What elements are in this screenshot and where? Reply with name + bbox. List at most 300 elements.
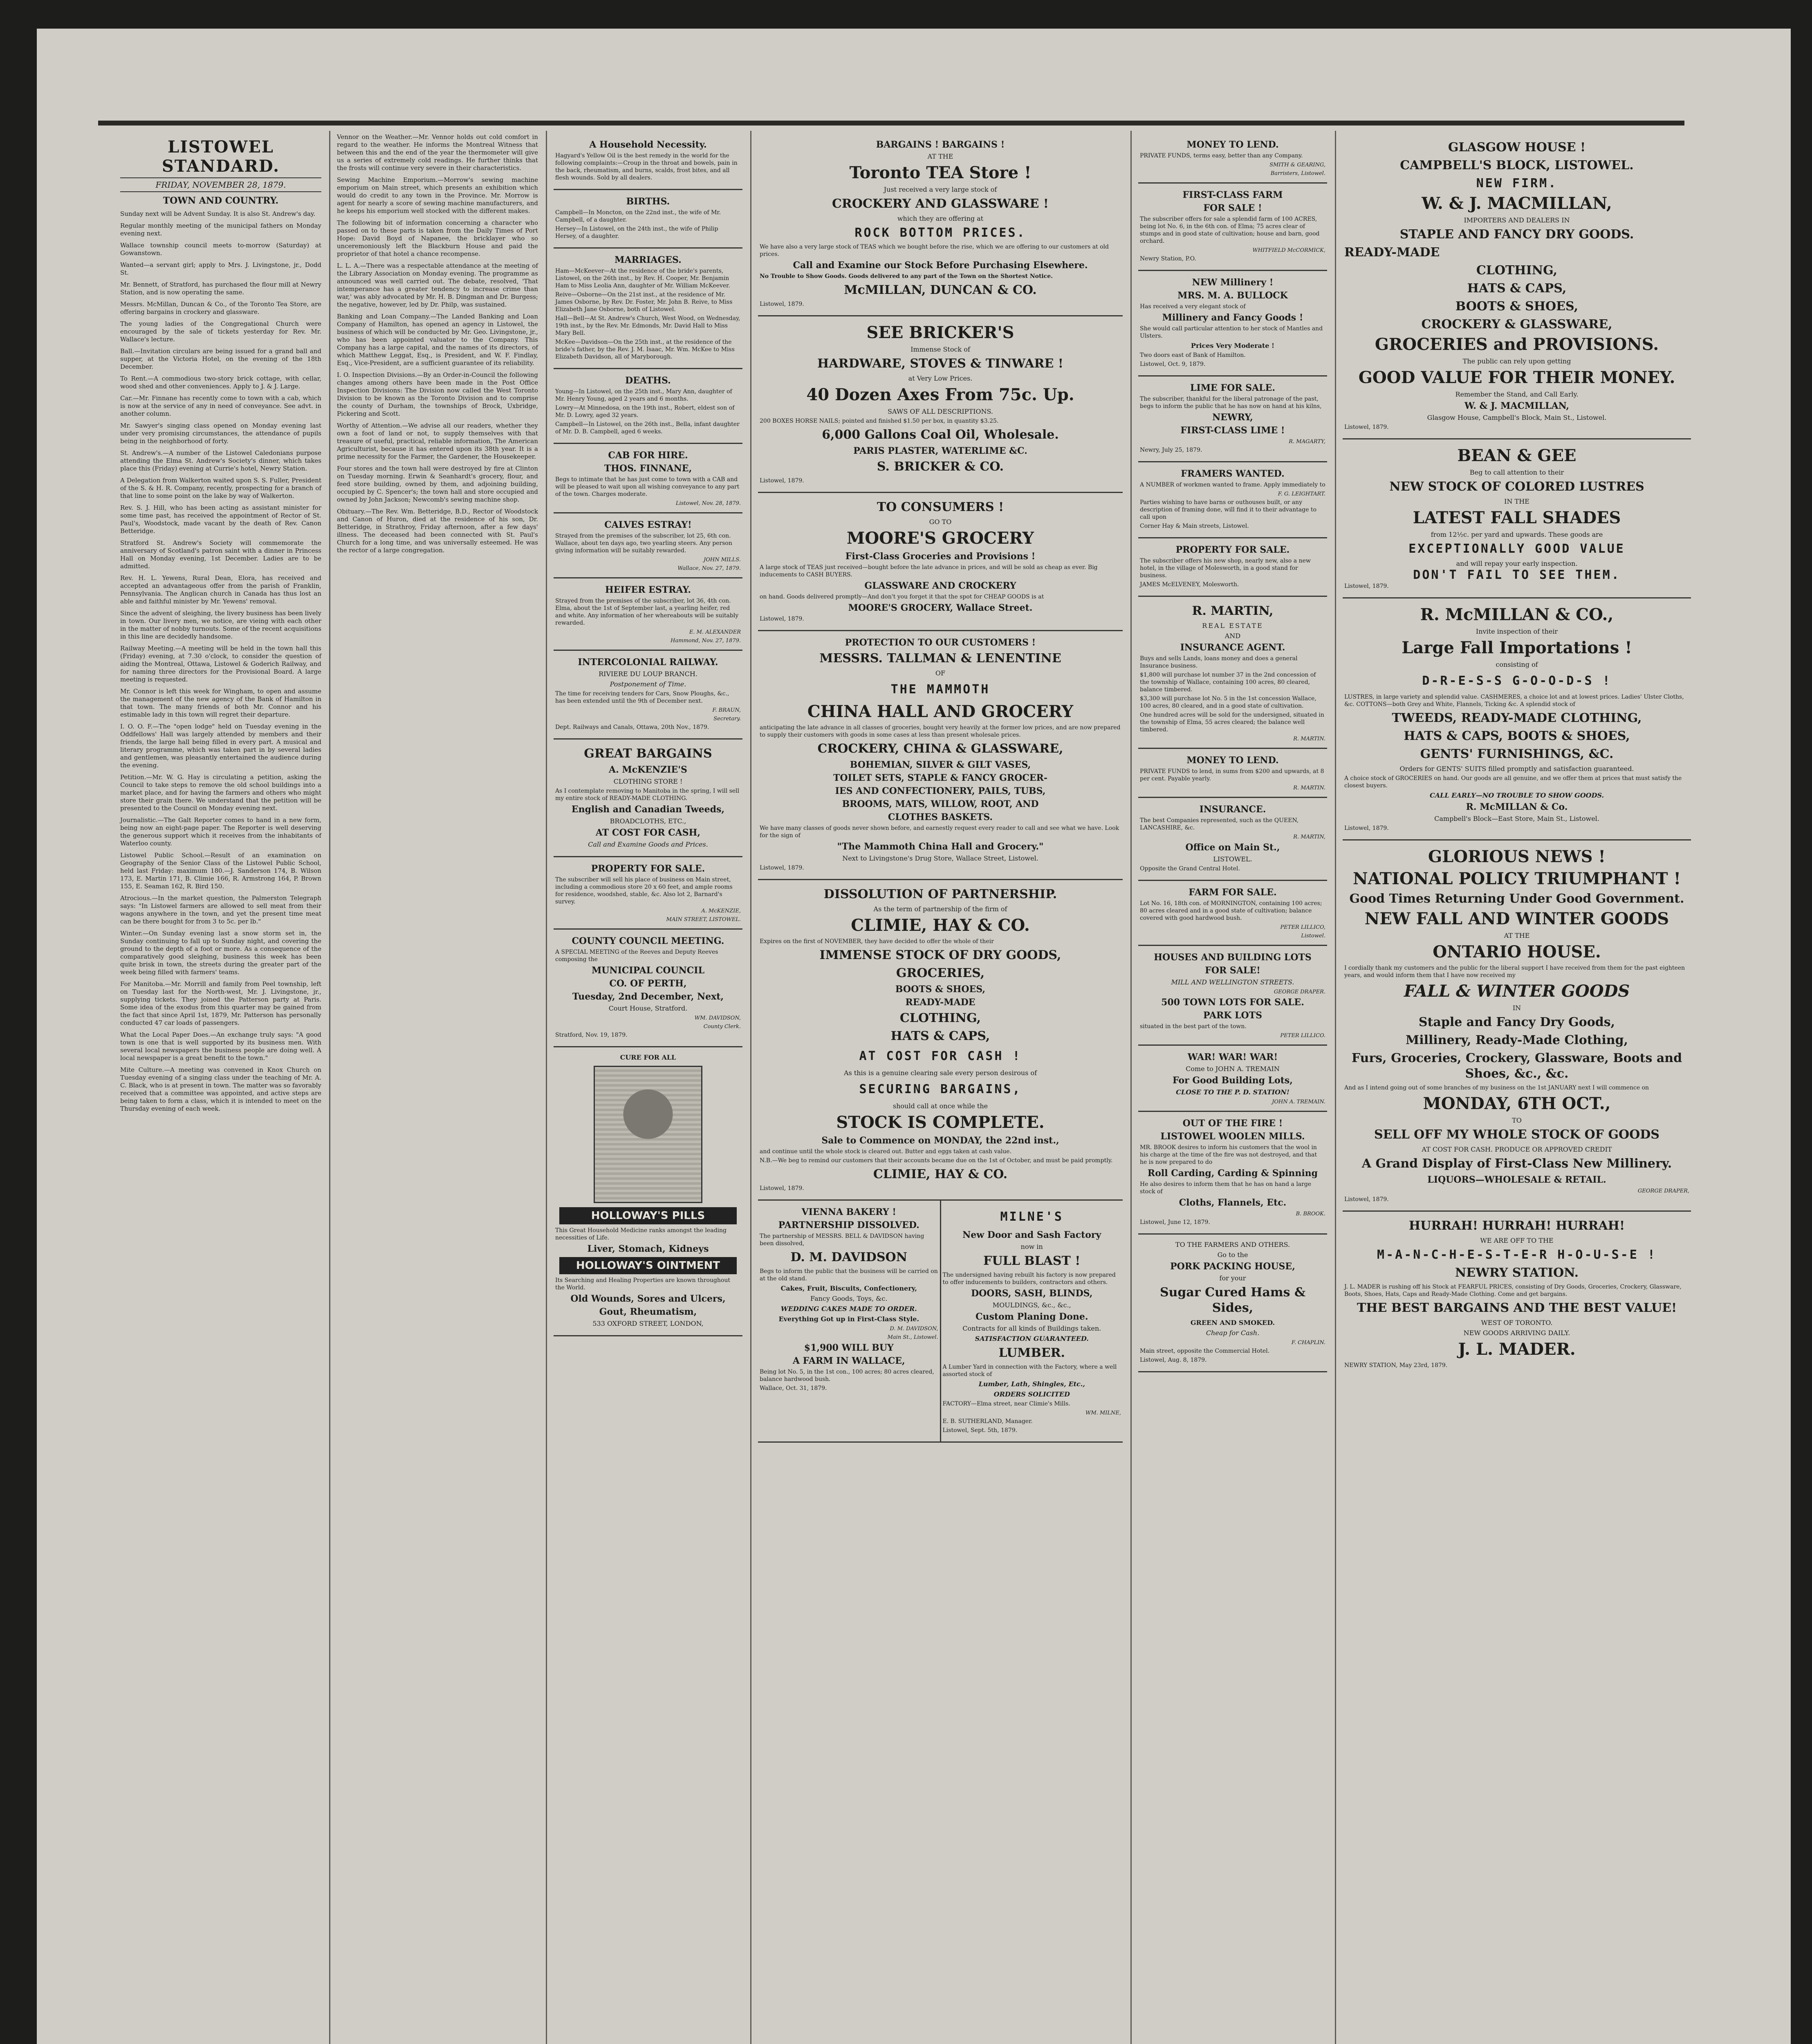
ad-text: PRIVATE FUNDS, terms easy, better than any Company. [1140, 152, 1303, 159]
ad-subtitle: IN THE [1504, 498, 1529, 505]
ad-subtitle: AT THE [1504, 932, 1530, 939]
ad-line: D-R-E-S-S G-O-O-D-S ! [1422, 674, 1612, 688]
ad-title: HOUSES AND BUILDING LOTS [1154, 952, 1312, 963]
ad-text: anticipating the late advance in all classes of groceries, bought very heavily at the former low prices, and are now prepared to supply their customers with goods in some cases at less than present wholesale prices. [760, 724, 1121, 738]
ad-signature: J. L. MADER. [1458, 1340, 1576, 1359]
ad-line: M-A-N-C-H-E-S-T-E-R H-O-U-S-E ! [1377, 1248, 1657, 1262]
ad-line: MOORE'S GROCERY [847, 529, 1034, 548]
ad-text: A large stock of TEAS just received—bought before the late advance in prices, and will be sold as cheap as ever. Big inducements to CASH BUYERS. [760, 564, 1098, 578]
ad-line: FULL BLAST ! [983, 1254, 1081, 1268]
ad-text: Immense Stock of [910, 345, 970, 353]
ad-line: BOHEMIAN, SILVER & GILT VASES, [850, 760, 1031, 770]
ad-text: Two doors east of Bank of Hamilton. [1140, 352, 1246, 359]
ad-signature-role: County Clerk. [703, 1024, 741, 1030]
ad-footer: Listowel, 1879. [1344, 583, 1389, 589]
news-paragraph: Mite Culture.—A meeting was convened in Knox Church on Tuesday evening of a singing class under the teaching of Mr. A. C. Black, who is at present in town. The matter was so favorably received that a committee was appointed, and active steps are being taken to form a class, which it is intended to meet on the Thursday evening of each week. [120, 1066, 321, 1112]
news-paragraph: Mr. Sawyer's singing class opened on Monday evening last under very promising circumstances, the attendance of pupils being in the neighborhood of forty. [120, 422, 321, 445]
ad-subtitle: RIVIERE DU LOUP BRANCH. [599, 670, 697, 678]
ad-signature: A. McKENZIE, [701, 908, 741, 914]
ad-line: CLOSE TO THE P. D. STATION! [1176, 1088, 1289, 1096]
ad-firm: CLIMIE, HAY & CO. [873, 1167, 1008, 1181]
ad-line: A FARM IN WALLACE, [792, 1356, 905, 1366]
news-paragraph: Rev. H. L. Yewens, Rural Dean, Elora, has received and accepted an advantageous offer from the parish of Franklin, Pennsylvania. The Anglican church in Canada has thus lost an able and faithful minister by Mr. Yewens' removal. [120, 574, 321, 605]
ad-signature: F. G. LEIGHTART. [1278, 491, 1325, 497]
moores-grocery-ad [758, 493, 1123, 631]
ad-text: The subscriber offers for sale a splendid farm of 100 ACRES, being lot No. 6, in the 6th con. of Elma; 75 acres clear of stumps and in good state of cultivation; house and barn, good orchard. [1140, 216, 1320, 244]
martin-real-estate-ad [1138, 597, 1327, 749]
listing-text: One hundred acres will be sold for the undersigned, situated in the township of Elma, 55 acres cleared; the balance well timbered. [1140, 712, 1324, 733]
ad-title: TO THE FARMERS AND OTHERS. [1175, 1241, 1290, 1248]
ad-footer: Listowel, Sept. 5th, 1879. [942, 1427, 1018, 1434]
ad-text: Orders for GENTS' SUITS filled promptly and satisfaction guaranteed. [1399, 765, 1634, 773]
news-paragraph: Wanted—a servant girl; apply to Mrs. J. Livingstone, jr., Dodd St. [120, 261, 321, 276]
ad-line: Custom Planing Done. [975, 1311, 1088, 1322]
ad-text: Main street, opposite the Commercial Hotel. [1140, 1348, 1270, 1354]
top-rule [98, 121, 1684, 126]
ad-line: READY-MADE [1344, 245, 1440, 260]
news-paragraph: Messrs. McMillan, Duncan & Co., of the Toronto Tea Store, are offering bargains in crockery and glassware. [120, 300, 321, 316]
ad-subtitle: Go to the [1217, 1251, 1248, 1259]
news-paragraph: Vennor on the Weather.—Mr. Vennor holds out cold comfort in regard to the weather. He informs the Montreal Witness that between this and the end of the year the thermometer will give us a series of extremely cold readings. He further thinks that the frosts will continue very severe in their characteristics. [337, 133, 538, 172]
news-paragraph: Worthy of Attention.—We advise all our readers, whether they own a foot of land or not, to supply themselves with that treasure of useful, practical, reliable information, The American Agriculturist, because it has entered upon its 38th year. It is a prime necessity for the Farmer, the Gardener, the Housekeeper. [337, 422, 538, 460]
ad-footer: Listowel, 1879. [760, 301, 804, 307]
ad-line: $1,900 WILL BUY [804, 1342, 894, 1353]
money-to-lend-ad-2 [1138, 749, 1327, 798]
ad-line: FALL & WINTER GOODS [1404, 982, 1630, 1001]
ad-subtitle: FOR SALE! [1205, 965, 1260, 976]
ad-line: CROCKERY AND GLASSWARE ! [832, 197, 1049, 211]
ad-address: 533 OXFORD STREET, LONDON, [592, 1320, 704, 1327]
ad-line: MUNICIPAL COUNCIL [591, 965, 705, 976]
news-paragraph: Winter.—On Sunday evening last a snow storm set in, the Sunday continuing to fall up to Sunday night, and covering the ground to the depth of a foot or more. As a consequence of the comparatively good sleighing, business this week has been quite brisk in town, the streets during the greater part of the week being filled with farmers' teams. [120, 930, 321, 976]
ad-line: LUMBER. [998, 1346, 1065, 1360]
ad-title: FARM FOR SALE. [1189, 887, 1277, 898]
ad-line: LISTOWEL WOOLEN MILLS. [1160, 1131, 1305, 1142]
news-paragraph: For Manitoba.—Mr. Morrill and family from Peel township, left on Tuesday last for the North-west, Mr. J. Livingstone, jr., supplying tickets. They joined the Patterson party at Paris. Some idea of the exodus from this quarter may be gained from the fact that since April 1st, 1879, Mr. Patterson has personally conducted 47 car loads of passengers. [120, 980, 321, 1026]
toronto-tea-store-ad [758, 133, 1123, 316]
ad-line: 500 TOWN LOTS FOR SALE. [1161, 997, 1304, 1008]
ad-text: on hand. Goods delivered promptly—And don't you forget it that the spot for CHEAP GOODS is at [760, 594, 1044, 600]
column-classifieds [1132, 131, 1333, 2044]
ad-line: GROCERIES, [896, 966, 985, 980]
column-rule [1335, 131, 1336, 2044]
ad-title: DISSOLUTION OF PARTNERSHIP. [823, 887, 1057, 901]
ad-subtitle: PARTNERSHIP DISSOLVED. [778, 1220, 919, 1230]
ad-line: Furs, Groceries, Crockery, Glassware, Boots and Shoes, &c., &c. [1351, 1051, 1682, 1081]
ad-footer: Hammond, Nov. 27, 1879. [671, 638, 741, 644]
ad-firm: S. BRICKER & CO. [877, 459, 1004, 474]
news-paragraph: Mr. Bennett, of Stratford, has purchased the flour mill at Newry Station, and is now operating the same. [120, 281, 321, 296]
ad-line: GLASSWARE AND CROCKERY [864, 580, 1016, 591]
news-paragraph: Banking and Loan Company.—The Landed Banking and Loan Company of Hamilton, has opened an agency in Listowel, the business of which will be conducted by Mr. Geo. Livingstone, jr., who has been appointed valuator to the Company. This Company has a large capital, and the names of its directors, of which Matthew Leggat, Esq., is President, and W. F. Findlay, Esq., Vice-President, are a sufficient guarantee of its reliability. [337, 313, 538, 367]
ad-firm: CLIMIE, HAY & CO. [851, 916, 1030, 935]
ad-line: MOULDINGS, &c., &c., [992, 1301, 1071, 1309]
ad-text: and continue until the whole stock is cleared out. Butter and eggs taken at cash value. [760, 1148, 1012, 1155]
death-entry: Lowry—At Minnedosa, on the 19th inst., Robert, eldest son of Mr. D. Lowry, aged 32 years. [555, 405, 735, 419]
ad-text: at Very Low Prices. [908, 374, 973, 382]
ad-line: FIRST-CLASS LIME ! [1180, 425, 1285, 436]
news-paragraph: Mr. Connor is left this week for Wingham, to open and assume the management of the new agency of the Bank of Hamilton in that town. The many friends of both Mr. Connor and his estimable lady in this town will regret their departure. [120, 688, 321, 718]
ad-footer: Listowel, 1879. [760, 616, 804, 622]
ad-text: The best Companies represented, such as the QUEEN, LANCASHIRE, &c. [1140, 817, 1299, 831]
ad-text: SAWS OF ALL DESCRIPTIONS. [888, 408, 993, 415]
ad-line: THE MAMMOTH [890, 682, 990, 697]
column-dry-goods-ads [1337, 131, 1697, 2044]
ad-line: IES AND CONFECTIONERY, PAILS, TUBS, [835, 786, 1046, 796]
ad-signature: F. BRAUN, [712, 707, 741, 713]
births-section [554, 190, 742, 249]
ad-text: Parties wishing to have barns or outhouses built, or any description of framing done, will find it to their advantage to call upon [1140, 499, 1317, 520]
ad-text: We have many classes of goods never shown before, and earnestly request every reader to call and see what we have. Look for the sign of [760, 825, 1119, 839]
birth-entry: Hersey—In Listowel, on the 24th inst., the wife of Philip Hersey, of a daughter. [555, 226, 718, 240]
ad-text: Lot No. 16, 18th con. of MORNINGTON, containing 100 acres; 80 acres cleared and in a good state of cultivation; balance covered with good hardwood bush. [1140, 900, 1322, 921]
ad-signature: R. MARTIN. [1293, 785, 1325, 791]
ad-address: Main St., Listowel. [887, 1334, 938, 1340]
ad-footer: Listowel, 1879. [1344, 1196, 1389, 1203]
ad-signature: JOHN A. TREMAIN. [1272, 1099, 1325, 1105]
county-council-ad [554, 930, 742, 1047]
ad-signature: R. MAGARTY, [1289, 439, 1325, 445]
ad-text: situated in the best part of the town. [1140, 1023, 1247, 1030]
ad-title: Toronto TEA Store ! [849, 163, 1032, 182]
ad-line: Roll Carding, Carding & Spinning [1147, 1168, 1318, 1179]
ad-title: GLORIOUS NEWS ! [1428, 847, 1606, 866]
ad-footer: Listowel, 1879. [760, 477, 804, 484]
ad-signature: GEORGE DRAPER, [1637, 1188, 1689, 1194]
milne-sash-factory-ad [941, 1201, 1123, 1443]
ad-text: Just received a very large stock of [884, 186, 997, 193]
ad-signature: WM. DAVIDSON, [694, 1015, 741, 1021]
ad-title: HURRAH! HURRAH! HURRAH! [1408, 1219, 1625, 1233]
ad-text: AT COST FOR CASH. PRODUCE OR APPROVED CREDIT [1422, 1145, 1612, 1153]
lime-for-sale-ad [1138, 377, 1327, 462]
mcmillan-importations-ad [1343, 598, 1691, 840]
ad-line: SATISFACTION GUARANTEED. [975, 1335, 1089, 1342]
ad-footer: Listowel, 1879. [760, 1185, 804, 1192]
ad-text: We have also a very large stock of TEAS which we bought before the rise, which we are offering to our customers at old prices. [760, 244, 1109, 258]
news-paragraph: Stratford St. Andrew's Society will commemorate the anniversary of Scotland's patron saint with a dinner in Princess Hall on Monday evening, 1st December. Ladies are to be admitted. [120, 539, 321, 570]
ad-title: MONEY TO LEND. [1186, 139, 1279, 150]
ad-line: NEW FALL AND WINTER GOODS [1364, 909, 1669, 928]
column-local-news [331, 131, 544, 2044]
ad-text: Has received a very elegant stock of [1140, 303, 1246, 310]
ad-title: PROPERTY FOR SALE. [591, 863, 705, 874]
ad-line: CLOTHING, [1476, 263, 1558, 278]
ad-text: He also desires to inform them that he has on hand a large stock of [1140, 1181, 1312, 1195]
ad-signature: GEORGE DRAPER. [1274, 989, 1325, 995]
ad-footer: Listowel, 1879. [760, 865, 804, 871]
ad-line: REAL ESTATE [1202, 622, 1263, 630]
ad-firm: W. & J. MACMILLAN, [1422, 194, 1612, 213]
glasgow-house-ad [1343, 133, 1691, 439]
ad-firm: W. & J. MACMILLAN, [1464, 401, 1570, 411]
ad-line: Call and Examine our Stock Before Purchasing Elsewhere. [793, 260, 1088, 271]
ad-line: ROCK BOTTOM PRICES. [854, 226, 1026, 240]
ad-text: Opposite the Grand Central Hotel. [1140, 865, 1240, 872]
news-paragraph: Petition.—Mr. W. G. Hay is circulating a petition, asking the Council to take steps to remove the old school buildings into a market place, and for having the farmers and others who might store their grain there. We understand that the petition will be presented to the Council on Monday evening next. [120, 773, 321, 812]
news-paragraph: Four stores and the town hall were destroyed by fire at Clinton on Tuesday morning. Erwin & Seanhardt's grocery, flour, and feed store building, owned by them, and adjoining building, occupied by C. Spencer's; the town hall and store occupied and owned by John Jackson; Newcomb's sewing machine shop. [337, 465, 538, 503]
hygeia-figure-image [594, 1066, 702, 1203]
ad-line: "The Mammoth China Hall and Grocery." [837, 841, 1044, 852]
ad-line: BROADCLOTHS, ETC., [610, 817, 686, 825]
ad-text: As the term of partnership of the firm of [873, 905, 1007, 913]
ad-text: should call at once while the [893, 1102, 988, 1110]
ad-subtitle: OF [935, 669, 946, 677]
ad-text: Buys and sells Lands, loans money and does a general Insurance business. [1140, 655, 1298, 669]
ad-footer: Listowel, Nov. 28, 1879. [675, 500, 741, 507]
ad-text: WE ARE OFF TO THE [1480, 1237, 1554, 1244]
ad-text: N.B.—We beg to remind our customers that their accounts became due on the 1st of October, and must be paid promptly. [760, 1157, 1113, 1164]
ad-line: NEWRY, [1212, 412, 1253, 423]
notice-title: A Household Necessity. [589, 139, 707, 150]
ad-text: This Great Household Medicine ranks amongst the leading necessities of Life. [555, 1227, 727, 1241]
ad-signature: R. MARTIN. [1293, 736, 1325, 742]
ad-name: D. M. DAVIDSON [790, 1250, 908, 1264]
ad-line: ORDERS SOLICITED [993, 1390, 1070, 1398]
ad-line: English and Canadian Tweeds, [571, 804, 725, 815]
ad-signature-role: E. B. SUTHERLAND, Manager. [942, 1418, 1033, 1425]
news-paragraph: Atrocious.—In the market question, the Palmerston Telegraph says: "In Listowel farmers are allowed to sell meat from their wagons anywhere in the town, and yet the present time meat can be there bought for from 3 to 5c. per lb." [120, 894, 321, 925]
ad-signature: JAMES McELVENEY, Molesworth. [1140, 581, 1239, 588]
news-paragraph: St. Andrew's.—A number of the Listowel Caledonians purpose attending the Elma St. Andrew's Society's dinner, which takes place this (Friday) evening at Currie's hotel, Newry Station. [120, 449, 321, 472]
ad-firm: MESSRS. TALLMAN & LENENTINE [819, 651, 1061, 666]
ad-line: HATS & CAPS, BOOTS & SHOES, [1404, 729, 1630, 743]
ad-title: PROPERTY FOR SALE. [1175, 545, 1290, 555]
ad-text: MR. BROOK desires to inform his customers that the wool in his charge at the time of the fire was not destroyed, and that he is now prepared to do [1140, 1144, 1317, 1165]
ad-line: Cakes, Fruit, Biscuits, Confectionery, [780, 1284, 917, 1292]
climie-hay-dissolution-ad [758, 880, 1123, 1201]
news-paragraph: Sewing Machine Emporium.—Morrow's sewing machine emporium on Main street, which presents an exhibition which would do credit to any town in the Province. Mr. Morrow is agent for nearly a score of sewing machine manufacturers, and he keeps his emporium well stocked with the different makes. [337, 176, 538, 215]
bean-and-gee-ad [1343, 439, 1691, 598]
ad-text: The undersigned having rebuilt his factory is now prepared to offer inducements to builders, contractors and others. [942, 1272, 1116, 1286]
ad-caption: CURE FOR ALL [620, 1053, 676, 1061]
ad-footer: Listowel, Aug. 8, 1879. [1140, 1357, 1207, 1363]
ad-line: Sale to Commence on MONDAY, the 22nd inst., [821, 1135, 1059, 1146]
ad-text: Next to Livingstone's Drug Store, Wallace Street, Listowel. [842, 854, 1038, 862]
ad-line: CALL EARLY—NO TROUBLE TO SHOW GOODS. [1429, 791, 1604, 799]
houses-and-lots-ad [1138, 946, 1327, 1046]
ad-line: HARDWARE, STOVES & TINWARE ! [817, 356, 1063, 371]
ad-line: CROCKERY & GLASSWARE, [1421, 317, 1612, 332]
ad-line: MONDAY, 6TH OCT., [1423, 1094, 1611, 1113]
ad-text: from 12½c. per yard and upwards. These goods are [1431, 531, 1603, 538]
ad-subtitle: now in [1020, 1243, 1043, 1251]
ad-subtitle: AT THE [927, 152, 953, 160]
ad-signature: PETER LILLICO. [1280, 1033, 1325, 1039]
ad-line: MOORE'S GROCERY, Wallace Street. [848, 603, 1033, 613]
ad-line: Large Fall Importations ! [1402, 638, 1632, 657]
ad-text: PRIVATE FUNDS to lend, in sums from $200 and upwards, at 8 per cent. Payable yearly. [1140, 768, 1324, 782]
ad-text: The public can rely upon getting [1462, 357, 1571, 365]
ad-footer: Dept. Railways and Canals, Ottawa, 20th Nov., 1879. [555, 724, 709, 731]
ad-line: Call and Examine Goods and Prices. [588, 840, 708, 848]
ad-firm: R. McMILLAN & Co. [1466, 802, 1568, 812]
news-paragraph: I. O. Inspection Divisions.—By an Order-in-Council the following changes among others have been made in the Post Office Inspection Divisions: The Division now called the West Toronto Division to be known as the Toronto Division and to comprise the county of Durham, the townships of Brock, Uxbridge, Pickering and Scott. [337, 371, 538, 417]
mckenzie-property-ad [554, 857, 742, 930]
marriage-entry: Reive—Osborne—On the 21st inst., at the residence of Mr. James Osborne, by Rev. Dr. Foster, Mr. John B. Reive, to Miss Elizabeth Jane Osborne, both of Listowel. [555, 291, 733, 313]
ad-footer: Wallace, Nov. 27, 1879. [677, 565, 741, 572]
ad-line: BOOTS & SHOES, [1455, 299, 1579, 314]
ad-title: INSURANCE. [1199, 804, 1266, 815]
newspaper-page [37, 29, 1791, 2044]
farm-for-sale-ad-2 [1138, 881, 1327, 946]
ad-text: A choice stock of GROCERIES on hand. Our goods are all genuine, and we offer them at prices that must satisfy the closest buyers. [1344, 775, 1682, 789]
news-paragraph: The young ladies of the Congregational Church were encouraged by the sale of tickets yesterday for Rev. Mr. Wallace's lecture. [120, 320, 321, 343]
births-title: BIRTHS. [626, 196, 670, 207]
ad-title: FIRST-CLASS FARM [1182, 190, 1283, 200]
ad-line: SECURING BARGAINS, [859, 1082, 1022, 1096]
ad-line: LIQUORS—WHOLESALE & RETAIL. [1427, 1174, 1606, 1185]
ad-title: FRAMERS WANTED. [1181, 468, 1285, 479]
ad-line: NEWRY STATION. [1455, 1266, 1579, 1280]
ad-signature: E. M. ALEXANDER [689, 629, 741, 635]
ad-footer: Newry Station, P.O. [1140, 256, 1196, 262]
ad-signature: B. BROOK. [1296, 1211, 1325, 1217]
millinery-ad [1138, 271, 1327, 377]
ad-line: First-Class Groceries and Provisions ! [845, 551, 1036, 562]
ad-line: READY-MADE [905, 997, 976, 1008]
news-paragraph: A Delegation from Walkerton waited upon S. S. Fuller, President of the S. & H. R. Company, recently, prospecting for a branch of that line to some point on the lake by way of Walkerton. [120, 477, 321, 500]
bottom-ads-row [758, 1201, 1123, 1443]
ad-subtitle: CAMPBELL'S BLOCK, LISTOWEL. [1400, 158, 1634, 173]
ad-line: Sugar Cured Hams & Sides, [1159, 1285, 1306, 1315]
news-paragraph: To Rent.—A commodious two-story brick cottage, with cellar, wood shed and other conveniences. Apply to J. & J. Large. [120, 375, 321, 390]
ad-text: Cheap for Cash. [1206, 1329, 1260, 1337]
ad-line: A Grand Display of First-Class New Millinery. [1361, 1156, 1672, 1171]
ad-text: A SPECIAL MEETING of the Reeves and Deputy Reeves composing the [555, 949, 718, 963]
ad-text: She would call particular attention to her stock of Mantles and Ulsters. [1140, 325, 1323, 339]
woolen-mills-ad [1138, 1112, 1327, 1235]
ad-text: Beg to call attention to their [1469, 468, 1564, 476]
ad-subtitle: FOR SALE ! [1203, 203, 1262, 213]
ad-line: Lumber, Lath, Shingles, Etc., [978, 1380, 1085, 1388]
news-paragraph: Rev. S. J. Hill, who has been acting as assistant minister for some time past, has received the appointment of Rector of St. Paul's, Woodstock, made vacant by the death of Rev. Canon Betteridge. [120, 504, 321, 535]
ad-signature-role: Secretary. [713, 716, 741, 722]
vienna-bakery-ad [758, 1201, 941, 1443]
ad-text: Expires on the first of NOVEMBER, they have decided to offer the whole of their [760, 938, 994, 945]
ad-footer: Corner Hay & Main streets, Listowel. [1140, 523, 1249, 529]
ad-text: Being lot No. 5, in the 1st con., 100 acres; 80 acres cleared, balance hardwood bush. [760, 1369, 934, 1383]
ad-text: The subscriber, thankful for the liberal patronage of the past, begs to inform the public that he has now on hand at his kilns, [1140, 396, 1322, 410]
ad-subtitle: Postponement of Time. [610, 680, 686, 688]
ad-title: HOLLOWAY'S PILLS [559, 1207, 737, 1224]
ad-line: CHINA HALL AND GROCERY [807, 702, 1074, 721]
marriage-entry: Hall—Bell—At St. Andrew's Church, West Wood, on Wednesday, 19th inst., by the Rev. Mr. Edmonds, Mr. David Hall to Miss Mary Bell. [555, 315, 740, 336]
ad-line: GOOD VALUE FOR THEIR MONEY. [1358, 368, 1675, 387]
marriages-section [554, 249, 742, 369]
ontario-house-ad [1343, 840, 1691, 1212]
marriages-title: MARRIAGES. [614, 255, 682, 265]
death-entry: Young—In Listowel, on the 25th inst., Mary Ann, daughter of Mr. Henry Young, aged 2 years and 6 months. [555, 388, 732, 402]
ad-text: which they are offering at [897, 215, 984, 222]
death-entry: Campbell—In Listowel, on the 26th inst., Bella, infant daughter of Mr. D. B. Campbell, aged 6 weeks. [555, 421, 740, 435]
ad-line: Staple and Fancy Dry Goods, [1418, 1015, 1615, 1029]
ad-text: The partnership of MESSRS. BELL & DAVIDSON having been dissolved, [760, 1233, 924, 1247]
ad-text: Strayed from the premises of the subscriber, lot 25, 6th con. Wallace, about ten days ago, two yearling steers. Any person giving information will be suitably rewarded. [555, 533, 732, 554]
ad-title: BEAN & GEE [1457, 446, 1577, 465]
ad-text: Come to JOHN A. TREMAIN [1186, 1065, 1280, 1073]
ad-subtitle: TO [1512, 1116, 1522, 1124]
news-paragraph: What the Local Paper Does.—An exchange truly says: "A good town is one that is well supported by its business men. With several local newspapers the business people are doing well. A local newspaper is a great benefit to the town." [120, 1031, 321, 1062]
ad-text: As this is a genuine clearing sale every person desirous of [843, 1069, 1037, 1077]
holloway-ad [554, 1047, 742, 1336]
ad-title: GREAT BARGAINS [584, 746, 712, 761]
ad-line: Contracts for all kinds of Buildings taken. [962, 1325, 1101, 1332]
ad-text: Begs to inform the public that the business will be carried on at the old stand. [760, 1268, 938, 1282]
news-paragraph: Regular monthly meeting of the municipal fathers on Monday evening next. [120, 222, 321, 237]
news-paragraph: Listowel Public School.—Result of an examination on Geography of the Senior Class of the Listowel Public School, held last Friday: maximum 180.—J. Sanderson 174, B. Wilson 173, E. Martin 171, B. Climie 166, R. Armstrong 164, P. Brown 155, E. Seaman 162, R. Bird 150. [120, 852, 321, 890]
deaths-title: DEATHS. [625, 375, 671, 386]
ad-line: GROCERIES and PROVISIONS. [1375, 335, 1659, 354]
ad-line: GREEN AND SMOKED. [1190, 1319, 1275, 1327]
ad-line: MILL AND WELLINGTON STREETS. [1171, 978, 1294, 986]
ad-signature: R. MARTIN, [1293, 834, 1325, 840]
ad-text: No Trouble to Show Goods. Goods delivered to any part of the Town on the Shortest Notice. [760, 273, 1053, 280]
ad-line: Office on Main St., [1185, 842, 1280, 853]
ad-line: GENTS' FURNISHINGS, &C. [1420, 747, 1614, 761]
news-paragraph: I. O. O. F.—The "open lodge" held on Tuesday evening in the Oddfellows' Hall was largely attended by members and their friends, the large hall being filled in every part. A musical and literary programme, which was taken part in by several ladies and gentlemen, was pleasantly entertained the audience during the evening. [120, 723, 321, 769]
ad-title: MONEY TO LEND. [1186, 755, 1279, 766]
ad-text: Strayed from the premises of the subscriber, lot 36, 4th con. Elma, about the 1st of September last, a yearling heifer, red and white. Any information of her whereabouts will be suitably rewarded. [555, 598, 739, 626]
deaths-section [554, 369, 742, 444]
ad-title: GLASGOW HOUSE ! [1448, 140, 1586, 155]
ad-subtitle: GO TO [929, 518, 952, 526]
ad-name: R. MARTIN, [1192, 604, 1274, 618]
ad-text: As I contemplate removing to Manitoba in the spring, I will sell my entire stock of READY-MADE CLOTHING. [555, 788, 740, 802]
news-paragraph: Railway Meeting.—A meeting will be held in the town hall this (Friday) evening, at 7.30 o'clock, to consider the question of aiding the Montreal, Ottawa, Listowel & Goderich Railway, and for naming three directors for the Provisional Board. A large meeting is requested. [120, 645, 321, 683]
ad-line: AT COST FOR CASH, [595, 827, 701, 838]
ad-text: Invite inspection of their [1476, 628, 1558, 635]
listing-text: $3,300 will purchase lot No. 5 in the 1st concession Wallace, 100 acres, 80 cleared, and in a good state of cultivation. [1140, 695, 1316, 709]
column-rule [546, 131, 547, 2044]
news-items [337, 133, 538, 554]
ad-text: A Lumber Yard in connection with the Factory, where a well assorted stock of [942, 1364, 1117, 1378]
ad-subtitle: consisting of [1496, 661, 1538, 668]
manchester-house-ad [1343, 1212, 1691, 1376]
ad-footer: Wallace, Oct. 31, 1879. [760, 1385, 827, 1392]
ad-text: I cordially thank my customers and the public for the liberal support I have received from them for the past eighteen years, and would inform them that I have now received my [1344, 965, 1685, 979]
column-rule [750, 131, 751, 2044]
ad-line: TWEEDS, READY-MADE CLOTHING, [1392, 711, 1642, 725]
column-notices [548, 131, 748, 2044]
news-paragraph: Ball.—Invitation circulars are being issued for a grand ball and supper, at the Victoria Hotel, on the evening of the 18th December. [120, 347, 321, 370]
ad-signature: F. CHAPLIN. [1291, 1340, 1325, 1346]
ad-line: NEW STOCK OF COLORED LUSTRES [1389, 480, 1644, 494]
ad-line: WEDDING CAKES MADE TO ORDER. [780, 1305, 917, 1313]
dateline: FRIDAY, NOVEMBER 28, 1879. [120, 177, 321, 192]
bricker-hardware-ad [758, 316, 1123, 493]
ad-text: And as I intend going out of some branches of my business on the 1st JANUARY next I will commence on [1344, 1085, 1649, 1091]
ad-footer: Newry, July 25, 1879. [1140, 447, 1202, 453]
ad-line: HATS & CAPS, [890, 1029, 990, 1043]
ad-line: NEW FIRM. [1476, 176, 1558, 191]
mammoth-china-hall-ad [758, 631, 1123, 880]
ad-line: New Door and Sash Factory [962, 1230, 1101, 1240]
ad-line: HATS & CAPS, [1467, 281, 1567, 296]
ad-signature: WHITFIELD McCORMICK, [1252, 247, 1325, 253]
ad-name: THOS. FINNANE, [604, 463, 692, 474]
ad-line: AT COST FOR CASH ! [859, 1049, 1022, 1063]
ad-signature: WM. MILNE, [1085, 1410, 1121, 1416]
ad-footer: Listowel, June 12, 1879. [1140, 1219, 1210, 1226]
property-for-sale-ad [1138, 538, 1327, 597]
farm-for-sale-ad [1138, 184, 1327, 271]
ad-title: NEW Millinery ! [1192, 277, 1274, 288]
ad-subtitle: CLOTHING STORE ! [613, 778, 683, 785]
ad-signature: D. M. DAVIDSON, [890, 1326, 938, 1332]
marriage-entry: Ham—McKeever—At the residence of the bride's parents, Listowel, on the 26th inst., by Rev. H. Cooper, Mr. Benjamin Ham to Miss Leolia Ann, daughter of Mr. William McKeever. [555, 268, 730, 289]
framers-wanted-ad [1138, 462, 1327, 538]
